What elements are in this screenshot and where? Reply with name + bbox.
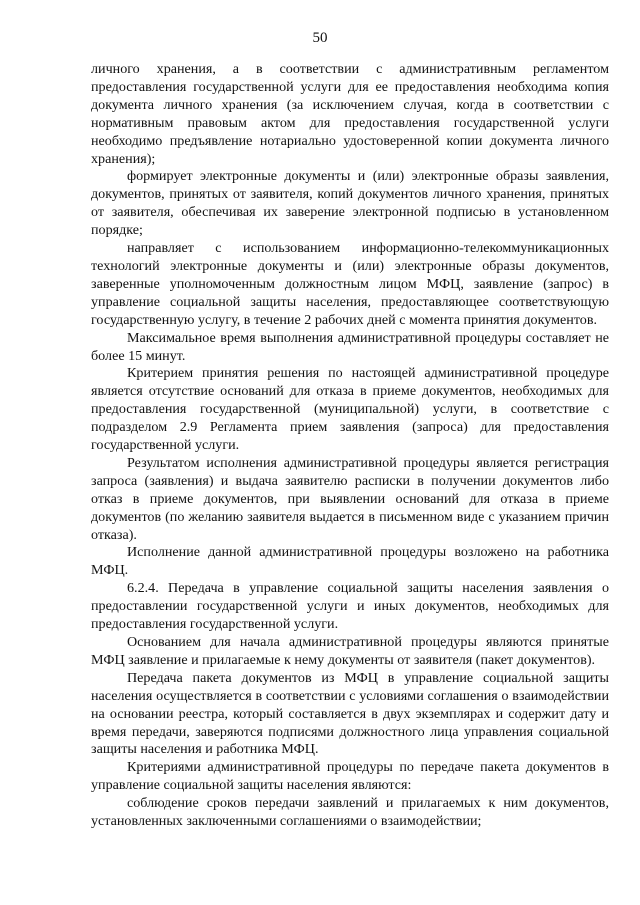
paragraph: Максимальное время выполнения административной процедуры составляет не более 15 минут. [91,329,609,364]
paragraph: Исполнение данной административной процедуры возложено на работника МФЦ. [91,544,609,579]
paragraph: Критерием принятия решения по настоящей административной процедуре является отсутствие оснований для отказа в приеме документов, необходимых для предоставления государственной (муниципальной) услуги, в соответствие с подразделом 2.9 Регламента прием заявления (запроса) для предоставления государственной услуги. [91,365,609,454]
paragraph: Основанием для начала административной процедуры являются принятые МФЦ заявление и прилагаемые к нему документы от заявителя (пакет документов). [91,634,609,668]
paragraph: Передача пакета документов из МФЦ в управление социальной защиты населения осуществляется в соответствии с условиями соглашения о взаимодействии на основании реестра, который составляется в двух экземплярах и содержит дату и время передачи, заверяются подписями должностного лица управления социальной защиты населения и работника МФЦ. [91,669,609,758]
section-heading-paragraph: 6.2.4. Передача в управление социальной защиты населения заявления о предоставлении государственной услуги и иных документов, необходимых для предоставления государственной услуги. [91,580,609,633]
paragraph: Результатом исполнения административной процедуры является регистрация запроса (заявления) и выдача заявителю расписки в получении документов либо отказ в приеме документов, при выявлении оснований для отказа в приеме документов (по желанию заявителя выдается в письменном виде с указанием причин отказа). [91,454,609,543]
paragraph: формирует электронные документы и (или) электронные образы заявления, документов, принятых от заявителя, копий документов личного хранения, принятых от заявителя, обеспечивая их заверение электронной подписью в установленном порядке; [91,168,609,239]
document-body [91,61,609,831]
paragraph: направляет с использованием информационно-телекоммуникационных технологий электронные документы и (или) электронные образы документов, заверенные уполномоченным должностным лицом МФЦ, заявление (запрос) в управление социальной защиты населения, предоставляющее соответствующую государственную услугу, в течение 2 рабочих дней с момента принятия документов. [91,240,609,328]
page-number: 50 [312,30,328,46]
paragraph: Критериями административной процедуры по передаче пакета документов в управление социальной защиты населения являются: [91,759,609,794]
paragraph: соблюдение сроков передачи заявлений и прилагаемых к ним документов, установленных заключенными соглашениями о взаимодействии; [91,795,609,830]
paragraph: личного хранения, а в соответствии с административным регламентом предоставления государственной услуги для ее предоставления необходима копия документа личного хранения (за исключением случая, когда в соответствии с нормативным правовым актом для предоставления государственной услуги необходимо предъявление нотариально удостоверенной копии документа личного хранения); [91,61,609,167]
